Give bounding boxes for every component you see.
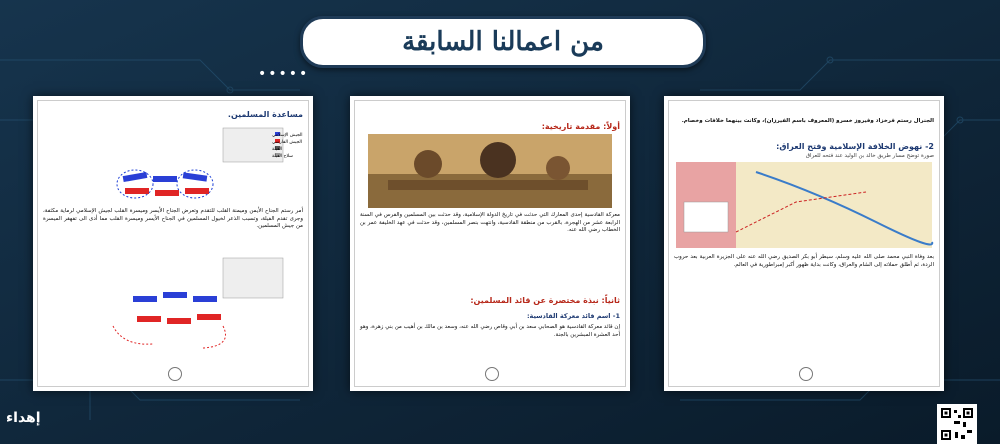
page-left-paragraph: أمر رستم الجناح الأيمن وميمنة القلب للتقدم وتعرض الجناح الأيسر وميسرة القلب لجيش الإسلامي لرماية مكثفة، وجرى تقدم الفيلة، وتسبب الذعر لخيول المسلمين في الجناح الأيسر وميسرة القلب مما أدى الى تفهقر الميسرة من جيش المسلمين. — [43, 208, 303, 229]
page-right-paragraph: بعد وفاة النبي محمد صلى الله عليه وسلم، سيطر أبو بكر الصديق رضي الله عنه على الجزيرة العربية بعد حروب الردة، ثم أطلق حملاته إلى الشام والعراق، وكانت بداية ظهور أكبر إمبراطورية في العالم. — [674, 254, 934, 268]
title-banner — [300, 16, 706, 68]
battle-painting — [368, 134, 612, 208]
page-middle-heading-2: ثانياً: نبذة مختصرة عن قائد المسلمين: — [470, 296, 620, 305]
legend-label: الجيش الفارسي — [272, 140, 303, 145]
page-middle-paragraph-2: إن قائد معركة القادسية هو الصحابي سعد بن أبي وقاص رضي الله عنه، وسعد بن مالك بن أهيب من بني زهرة، وهو أحد العشرة المبشرين بالجنة. — [360, 324, 620, 338]
banner-title: من اعمالنا السابقة — [402, 27, 604, 57]
brand-logo: إهداء — [6, 410, 41, 426]
conquest-map — [676, 162, 932, 248]
page-number — [485, 367, 499, 381]
battle-diagram-2 — [53, 256, 293, 366]
qr-code-icon — [937, 404, 977, 444]
legend-label: الفيلة — [272, 147, 283, 152]
page-right-heading: 2- نهوض الخلافة الإسلامية وفتح العراق: — [776, 142, 934, 151]
page-middle — [350, 96, 630, 391]
page-middle-subheading: 1- اسم قائد معركة القادسية: — [526, 312, 620, 320]
page-number — [799, 367, 813, 381]
page-number — [168, 367, 182, 381]
page-middle-paragraph-1: معركة القادسية إحدى المعارك التي حدثت في تاريخ الدولة الإسلامية، وقد حدثت بين المسلمين والفرس في السنة الرابعة عشر من الهجرة، بالقرب من منطقة القادسية، وانتهت بنصر المسلمين، وقد حدثت في عهد الخليفة عمر بن الخطاب رضي الله عنه. — [360, 212, 620, 233]
page-right-intro: الجنرال رستم فرخزاد وفيروز خسرو (المعروف باسم الفيرزان)، وكانت بينهما خلافات وخصام. — [681, 118, 934, 124]
legend-label: الجيش الإسلامي — [272, 133, 303, 138]
page-right — [664, 96, 944, 391]
page-left — [33, 96, 313, 391]
page-middle-heading-1: أولاً: مقدمة تاريخية: — [541, 122, 620, 131]
battle-diagram-1 — [53, 126, 303, 206]
dots-decoration: ••••• — [258, 66, 310, 82]
map-caption: صورة توضح مسار طريق خالد بن الوليد عند فتحه للعراق — [805, 153, 934, 159]
legend-label: سلاح الفيلة — [272, 154, 293, 159]
page-left-heading: مساعدة المسلمين. — [227, 110, 303, 119]
